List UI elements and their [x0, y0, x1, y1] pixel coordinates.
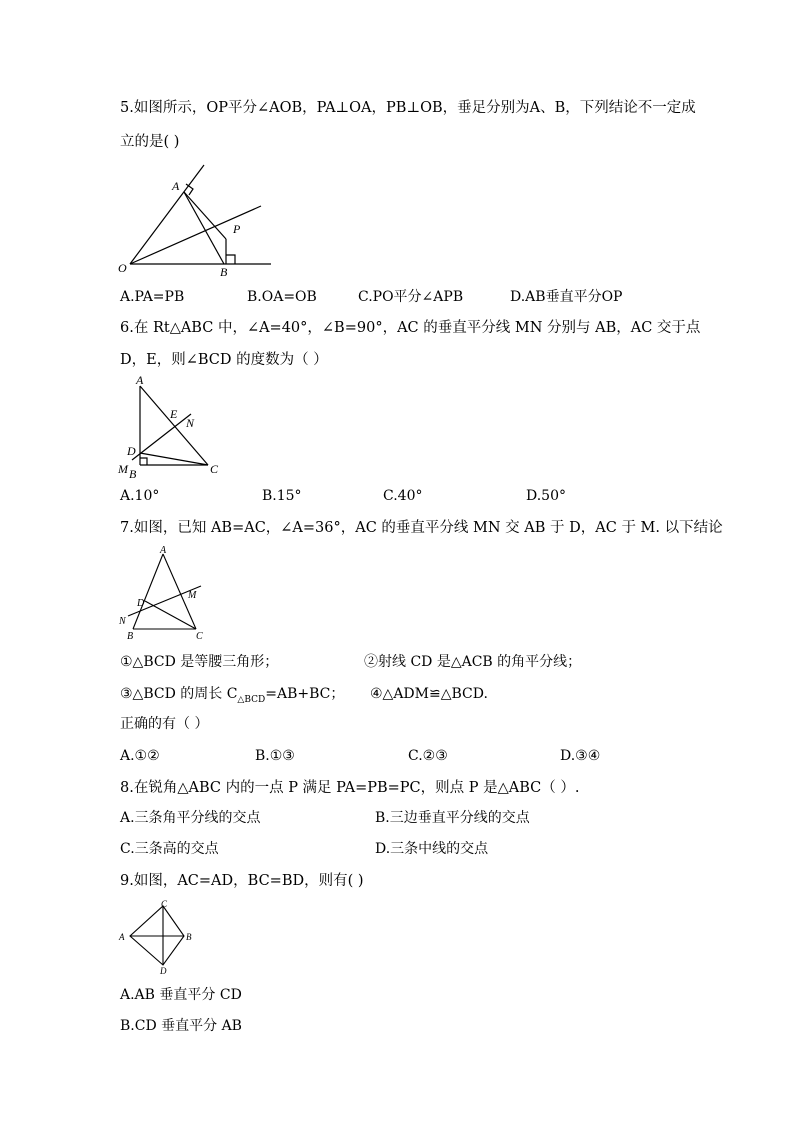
q7-option-a[interactable]: A.①② [120, 748, 160, 764]
q6-label-d: D [127, 444, 136, 458]
q7-label-m: M [188, 590, 197, 601]
q6-option-b[interactable]: B.15° [262, 488, 302, 504]
q7-option-d[interactable]: D.③④ [560, 748, 601, 764]
q6-option-a[interactable]: A.10° [120, 488, 160, 504]
q7-correct-prompt: 正确的有（ ） [120, 716, 209, 732]
q8-option-a[interactable]: A.三条角平分线的交点 [120, 810, 261, 826]
q6-label-c: C [210, 462, 219, 476]
q6-label-n: N [186, 416, 195, 430]
q6-option-c[interactable]: C.40° [383, 488, 423, 504]
q5-option-c[interactable]: C.PO平分∠APB [358, 289, 464, 305]
q7-label-b: B [127, 631, 134, 642]
q8-option-c[interactable]: C.三条高的交点 [120, 841, 219, 857]
q5-label-b: B [220, 265, 228, 279]
q7-label-c: C [196, 631, 203, 642]
q7-stem-line1: 7.如图，已知 AB=AC，∠A=36°，AC 的垂直平分线 MN 交 AB 于 D，AC 于 M. 以下结论 [120, 520, 723, 536]
q6-figure [116, 372, 226, 482]
q6-label-e: E [170, 407, 178, 421]
q6-stem-line1: 6.在 Rt△ABC 中，∠A=40°，∠B=90°，AC 的垂直平分线 MN 分别与 AB，AC 交于点 [120, 320, 701, 336]
q9-option-b[interactable]: B.CD 垂直平分 AB [120, 1018, 242, 1034]
q5-stem-line2: 立的是( ) [120, 134, 180, 150]
q8-stem-line1: 8.在锐角△ABC 内的一点 P 满足 PA=PB=PC，则点 P 是△ABC（ ）. [120, 780, 580, 796]
q7-statement-1: ①△BCD 是等腰三角形； [120, 654, 279, 670]
q5-option-a[interactable]: A.PA=PB [120, 289, 185, 305]
q6-label-m: M [118, 462, 128, 476]
q5-option-b[interactable]: B.OA=OB [247, 289, 317, 305]
q8-option-b[interactable]: B.三边垂直平分线的交点 [375, 810, 530, 826]
q5-stem-line1: 5.如图所示，OP平分∠AOB，PA⊥OA，PB⊥OB，垂足分别为A、B，下列结论不一定成 [120, 100, 696, 116]
q9-figure [116, 898, 198, 976]
q5-label-p: P [233, 222, 241, 236]
q5-label-a: A [172, 179, 180, 193]
q9-label-c: C [161, 899, 168, 909]
q8-option-d[interactable]: D.三条中线的交点 [375, 841, 489, 857]
q9-stem-line1: 9.如图，AC=AD，BC=BD，则有( ) [120, 873, 364, 889]
q7-option-c[interactable]: C.②③ [408, 748, 448, 764]
q7-statement-3-sub: △BCD [237, 694, 266, 705]
q7-statement-3 [120, 684, 344, 710]
q7-label-n: N [119, 616, 126, 627]
q5-label-o: O [118, 261, 127, 275]
q5-option-d[interactable]: D.AB垂直平分OP [510, 289, 623, 305]
q6-label-a: A [136, 373, 144, 387]
q5-figure [116, 160, 276, 280]
q9-label-d: D [160, 966, 167, 976]
q6-label-b: B [129, 467, 137, 481]
q9-label-a: A [119, 932, 125, 942]
q6-stem-line2: D，E，则∠BCD 的度数为（ ） [120, 352, 328, 368]
q7-label-d: D [137, 598, 145, 609]
q7-statement-3-pre: ③△BCD 的周长 C [120, 686, 238, 702]
q6-option-d[interactable]: D.50° [526, 488, 566, 504]
q7-label-a: A [160, 545, 167, 556]
q7-statement-2: ②射线 CD 是△ACB 的角平分线； [364, 654, 582, 670]
q9-option-a[interactable]: A.AB 垂直平分 CD [120, 987, 242, 1003]
q7-option-b[interactable]: B.①③ [255, 748, 295, 764]
q9-label-b: B [186, 932, 192, 942]
q7-statement-3-post: =AB+BC； [265, 686, 345, 702]
q7-statement-4: ④△ADM≌△BCD. [370, 686, 488, 702]
q7-figure [116, 544, 208, 644]
